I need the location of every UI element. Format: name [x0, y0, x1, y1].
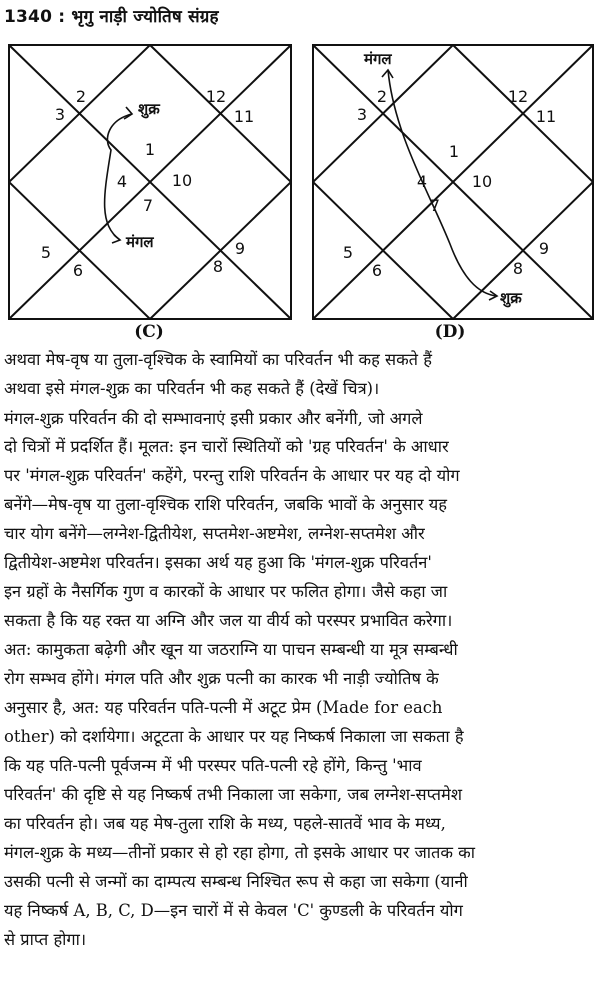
house-number: 2 — [376, 87, 388, 106]
planet-label-mars: मंगल — [126, 233, 154, 251]
text-line: दो चित्रों में प्रदर्शित हैं। मूलत: इन चारों स्थितियों को 'ग्रह परिवर्तन' के आधार — [4, 437, 449, 456]
house-number: 9 — [234, 239, 246, 258]
house-number: 8 — [512, 259, 524, 278]
text-line: पर 'मंगल-शुक्र परिवर्तन' कहेंगे, परन्तु राशि परिवर्तन के आधार पर यह दो योग — [4, 466, 460, 485]
house-number: 7 — [429, 196, 441, 215]
house-number: 2 — [75, 87, 87, 106]
text-line: अनुसार है, अत: यह परिवर्तन पति-पत्नी में अटूट प्रेम (Made for each — [4, 698, 443, 717]
text-line: चार योग बनेंगे—लग्नेश-द्वितीयेश, सप्तमेश-अष्टमेश, लग्नेश-सप्तमेश और — [4, 524, 425, 543]
house-number: 8 — [212, 257, 224, 276]
text-line: अथवा इसे मंगल-शुक्र का परिवर्तन भी कह सकते हैं (देखें चित्र)। — [4, 379, 380, 398]
chart-caption-d: (D) — [434, 322, 466, 342]
text-line: परिवर्तन' की दृष्टि से यह निष्कर्ष तभी निकाला जा सकेगा, जब लग्नेश-सप्तमेश — [4, 785, 462, 804]
text-line: मंगल-शुक्र परिवर्तन की दो सम्भावनाएं इसी प्रकार और बनेंगी, जो अगले — [4, 409, 423, 428]
house-number: 3 — [356, 105, 368, 124]
house-number: 10 — [171, 171, 193, 190]
text-line: उसकी पत्नी से जन्मों का दाम्पत्य सम्बन्ध निश्चित रूप से कहा जा सकेगा (यानी — [4, 872, 468, 891]
kundali-chart-c — [8, 44, 292, 320]
house-number: 10 — [471, 172, 493, 191]
page-header: 1340 : भृगु नाड़ी ज्योतिष संग्रह — [4, 7, 219, 27]
text-line: कि यह पति-पत्नी पूर्वजन्म में भी परस्पर पति-पत्नी रहे होंगे, किन्तु 'भाव — [4, 756, 422, 775]
house-number: 11 — [233, 107, 255, 126]
text-line: मंगल-शुक्र के मध्य—तीनों प्रकार से हो रहा होगा, तो इसके आधार पर जातक का — [4, 843, 475, 862]
text-line: यह निष्कर्ष A, B, C, D—इन चारों में से केवल 'C' कुण्डली के परिवर्तन योग — [4, 901, 463, 920]
arrow-head — [382, 70, 393, 78]
text-line: अथवा मेष-वृष या तुला-वृश्चिक के स्वामियों का परिवर्तन भी कह सकते हैं — [4, 350, 432, 369]
house-number: 4 — [416, 172, 428, 191]
house-number: 6 — [72, 261, 84, 280]
arrow-head — [112, 235, 120, 243]
house-number: 11 — [535, 107, 557, 126]
house-number: 3 — [54, 105, 66, 124]
planet-label-venus: शुक्र — [138, 100, 160, 118]
house-number: 7 — [142, 196, 154, 215]
text-line: इन ग्रहों के नैसर्गिक गुण व कारकों के आधार पर फलित होगा। जैसे कहा जा — [4, 582, 448, 601]
text-line: सकता है कि यह रक्त या अग्नि और जल या वीर्य को परस्पर प्रभावित करेगा। — [4, 611, 453, 630]
house-number: 12 — [507, 87, 529, 106]
house-number: 5 — [40, 243, 52, 262]
kundali-chart-d — [312, 44, 594, 320]
text-line: द्वितीयेश-अष्टमेश परिवर्तन। इसका अर्थ यह हुआ कि 'मंगल-शुक्र परिवर्तन' — [4, 553, 432, 572]
text-line: other) को दर्शायेगा। अटूटता के आधार पर यह निष्कर्ष निकाला जा सकता है — [4, 727, 464, 746]
text-line: बनेंगे—मेष-वृष या तुला-वृश्चिक राशि परिवर्तन, जबकि भावों के अनुसार यह — [4, 495, 447, 514]
planet-label-mars: मंगल — [364, 50, 392, 68]
text-line: अत: कामुकता बढ़ेगी और खून या जठराग्नि या पाचन सम्बन्धी या मूत्र सम्बन्धी — [4, 640, 458, 659]
house-number: 5 — [342, 243, 354, 262]
text-line: रोग सम्भव होंगे। मंगल पति और शुक्र पत्नी का कारक भी नाड़ी ज्योतिष के — [4, 669, 439, 688]
chart-caption-c: (C) — [134, 322, 164, 342]
text-line: का परिवर्तन हो। जब यह मेष-तुला राशि के मध्य, पहले-सातवें भाव के मध्य, — [4, 814, 446, 833]
house-number: 9 — [538, 239, 550, 258]
house-number: 1 — [448, 142, 460, 161]
house-number: 1 — [144, 140, 156, 159]
house-number: 6 — [371, 261, 383, 280]
house-number: 4 — [116, 172, 128, 191]
house-number: 12 — [205, 87, 227, 106]
text-line: से प्राप्त होगा। — [4, 930, 87, 949]
planet-label-venus: शुक्र — [500, 289, 522, 307]
arrow-head — [124, 107, 132, 119]
